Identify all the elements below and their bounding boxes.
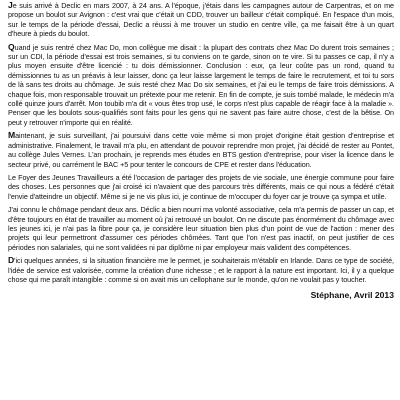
paragraph-mcdo [8,43,394,128]
paragraph-chomage [8,205,394,252]
paragraph-text: 'ici quelques années, si la situation financière me le permet, je souhaiterais m'établir en Irlande. Dans ce type de société, l'idée de service est valorisée, comme la création d'une richesse ; et le rapport à la nature est important. Ici, il y a quelque chose qui me paraît intangible : comme si on avait mis un cellophane sur le monde, qu'on ne voulait pas y toucher. [8,256,394,284]
paragraph-irlande [8,256,394,284]
drop-letter: D [8,255,15,266]
paragraph-surveillant [8,131,394,169]
drop-letter: M [8,130,16,141]
paragraph-text: e suis arrivé à Declic en mars 2007, à 24 ans. A l'époque, j'étais dans les campagnes autour de Carpentras, et on me propose un boulot sur Avignon : c'est vrai que c'était un CDD, trouver un bailleur c'était compliqué. En l'espace d'un mois, sur le temps de la période d'essai, Declic a réussi à me trouver un studio en centre ville, ça me faisait être à un quart d'heure à pieds du boulot. [8,1,394,39]
drop-letter: Q [8,41,15,52]
paragraph-arrival [8,1,394,39]
paragraph-text: Le Foyer des Jeunes Travailleurs a été l'occasion de partager des projets de vie sociale, une énergie commune pour faire des choses. Les personnes que j'ai croisé ici n'avaient que des parcours très différents, mais ce qui nous a fédéré c'était l'envie d'atteindre un objectif. Même si je ne vis plus ici, je continue de m'occuper du foyer car je trouve ça sympa et utile. [8,172,394,201]
drop-letter: J [8,0,13,10]
paragraph-text: aintenant, je suis surveillant, j'ai poursuivi dans cette voie même si mon projet d'origine était gestion d'entreprise et administrative. Finalement, le travail m'a plu, en attendant de pouvoir reprendre mon projet, j'ai décidé de rester au Pontet, au collège Jules Vernes. L'an prochain, je reprends mes études en BTS gestion d'entreprise, pour viser la licence dans le secteur privé, ou carrément le BAC +5 pour tenter le concours de CPE et rester dans l'éducation. [8,131,394,169]
paragraph-text: uand je suis rentré chez Mac Do, mon collègue me disait : la plupart des contrats chez Mac Do durent trois semaines ; sur un CDI, la période d'essai est trois semaines, si tu conviens on te garde, sinon on te vire. Si tu passes ce cap, il n'y a plus moyen ensuite d'être licencié : tu dois démissionner. Conclusion : eux, ça leur coûte pas un rond, quand tu démissionnes tu as un préavis à leur laisser, donc ça leur laisse largement le temps de faire le recrutement, et toi tu sors de là sans tes droits au chômage. Je suis resté chez Mac Do six semaines, et j'ai eu le temps de faire trois démissions. A chaque fois, mon responsable trouvait un prétexte pour me retenir. En fin de compte, je suis tombé malade, le médecin m'a collé quinze jours d'arrêt. Mon toubib m'a dit « vous êtes trop usé, le corps n'est plus capable de réagir face à la maladie ». Penser que les boulots sous-qualifiés sont faits pour les gens qui ne savent pas faire autre chose, c'est de la bêtise. On peut y retrouver n'importe qui en réalité. [8,42,394,127]
signature: Stéphane, Avril 2013 [310,290,394,301]
paragraph-text: J'ai connu le chômage pendant deux ans. Déclic a bien nourri ma volonté associative, cela m'a permis de passer un cap, et d'être toujours en état de travailler au moment où j'ai retrouvé un boulot. On ne discute pas énormément du chômage avec les jeunes ici, je n'ai pas la fibre pour ça, je considère leur situation bien plus d'un point de vue de l'action : mener des projets qui leur permettront d'assumer ces périodes chômées. Tant que l'on n'est pas inactif, on peut justifier de ces périodes non salariales, qui ne sont validées ni par diplôme ni par employeur mais valident des compétences. [8,205,394,252]
paragraph-foyer [8,173,394,201]
